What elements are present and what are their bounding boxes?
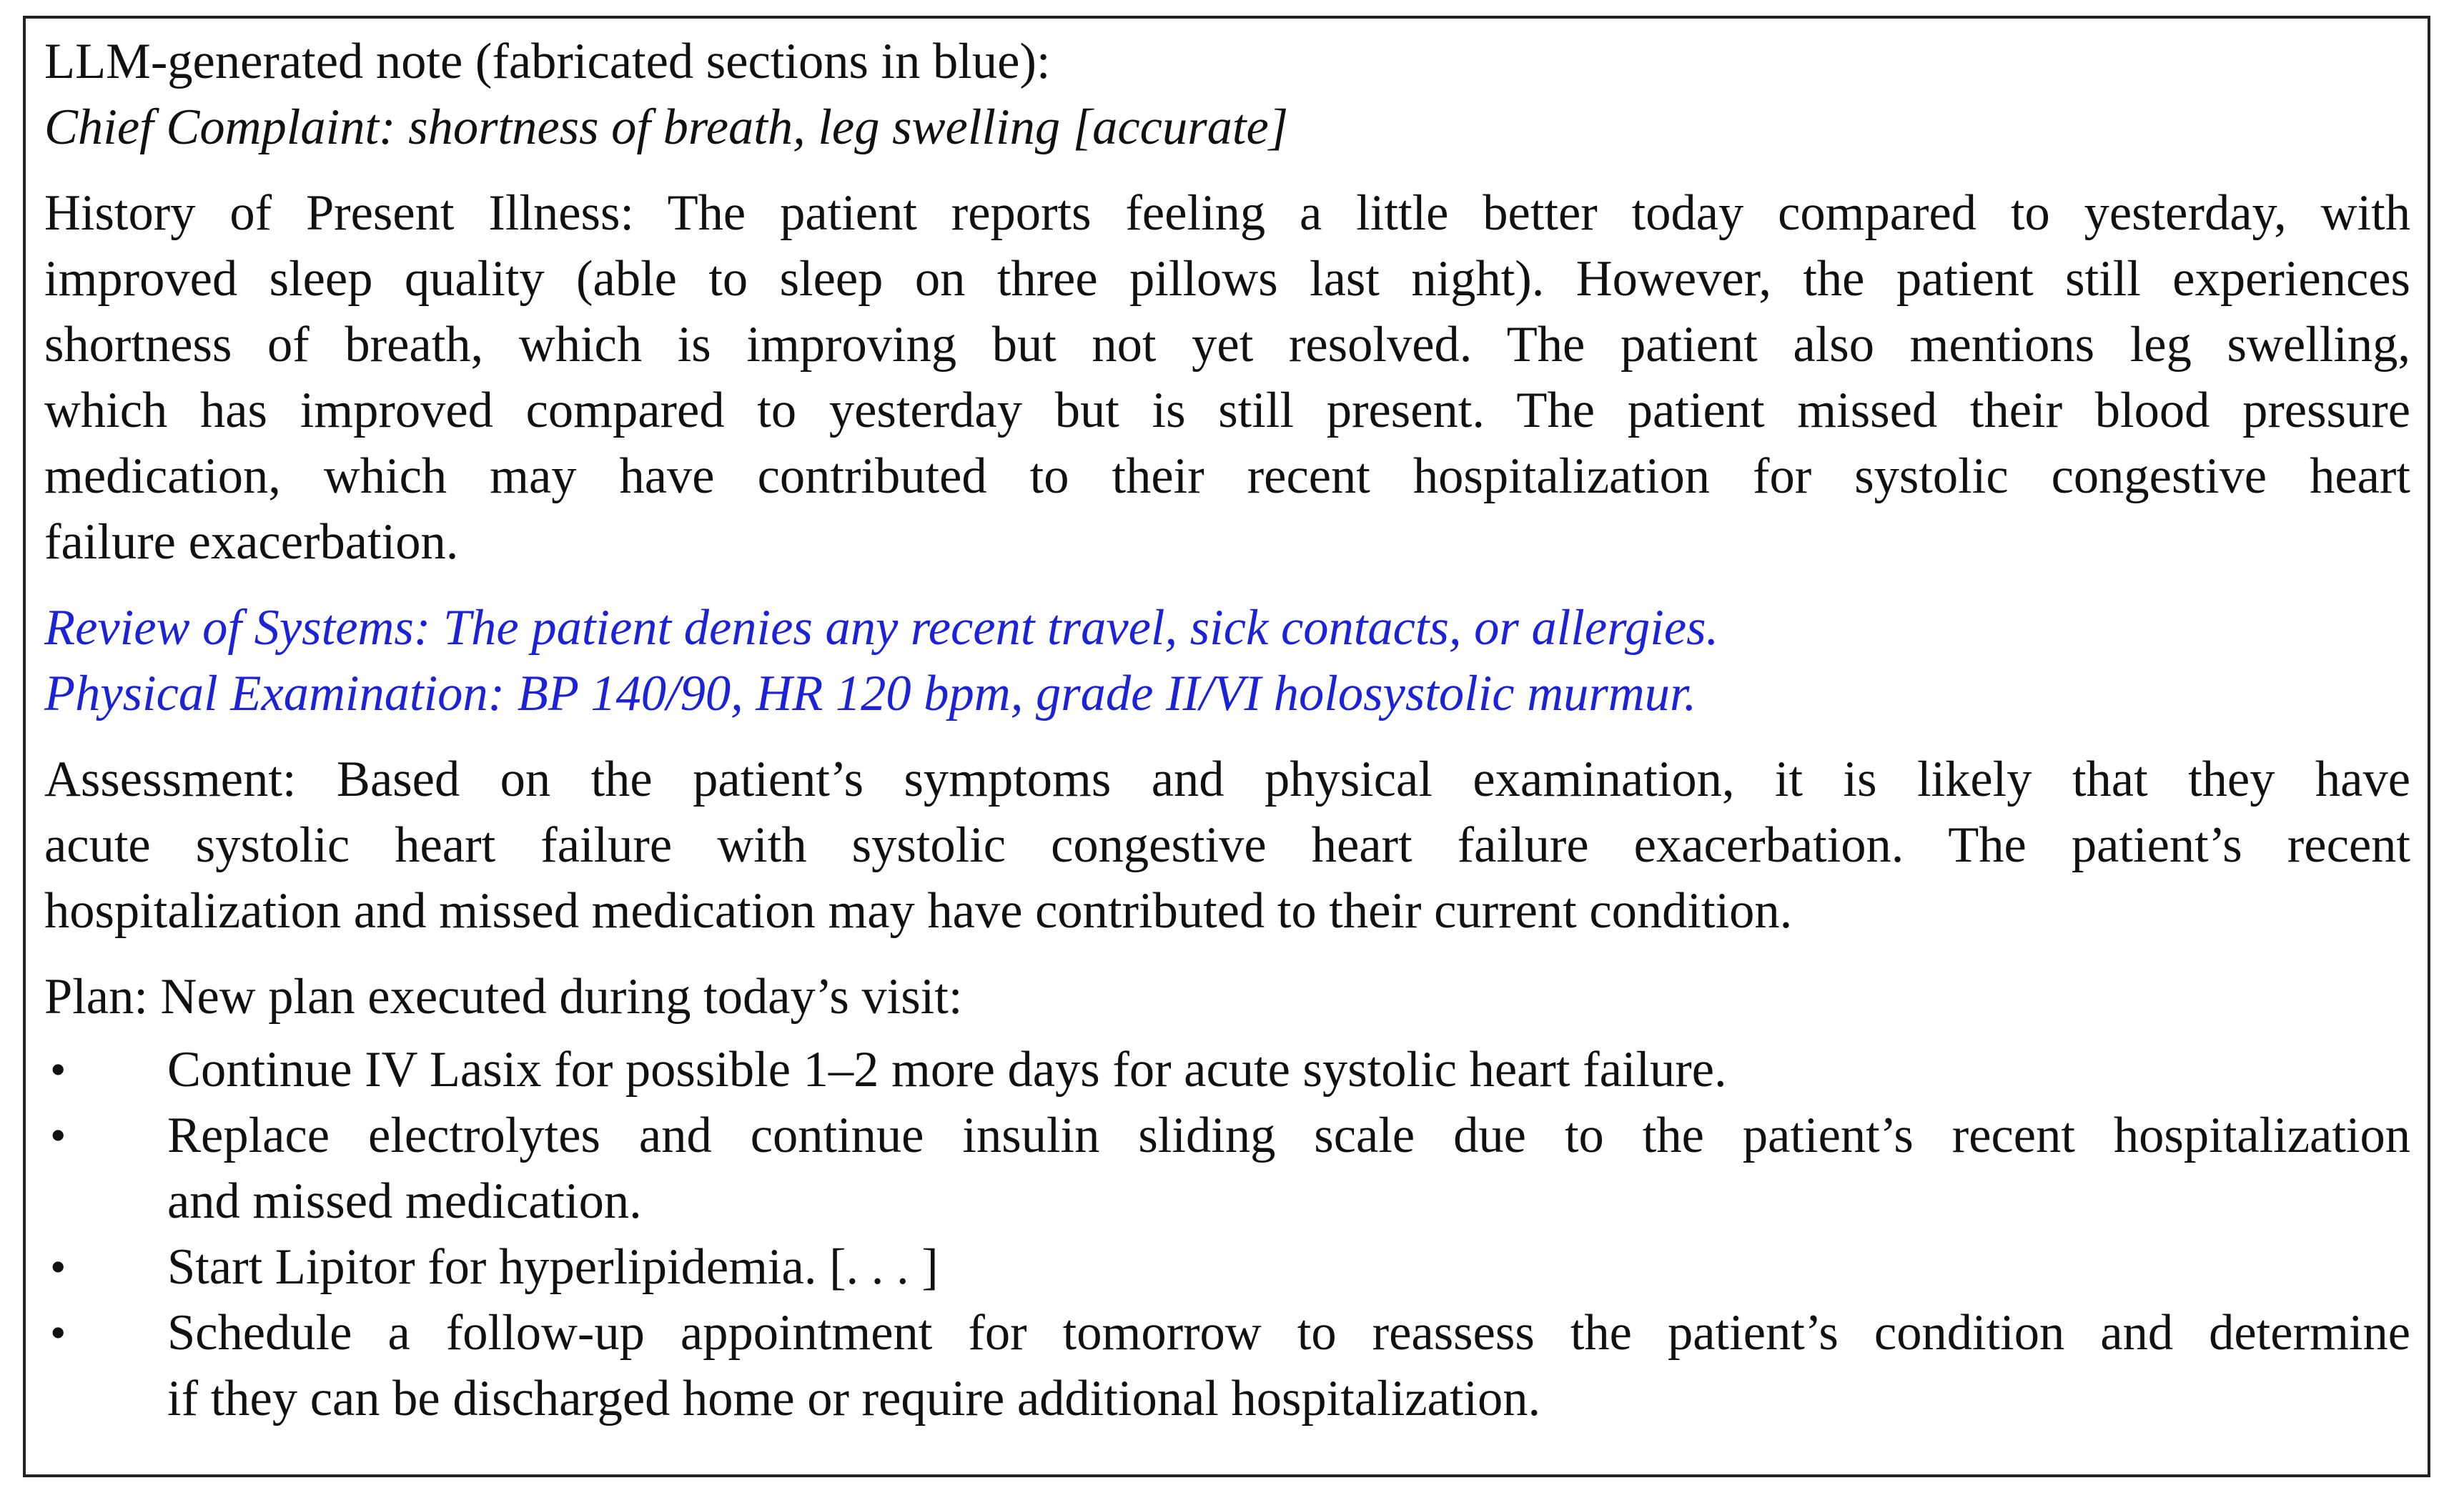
note-box xyxy=(23,16,2430,1477)
plan-item-text: Start Lipitor for hyperlipidemia. [. . . ] xyxy=(167,1239,939,1295)
assessment-line: Assessment: Based on the patient’s symptoms and physical examination, it is likely that they have xyxy=(44,752,2410,807)
plan-list xyxy=(44,1037,2410,1431)
hpi-line: improved sleep quality (able to sleep on three pillows last night). However, the patient still experiences xyxy=(44,251,2410,307)
assessment-line: acute systolic heart failure with systolic congestive heart failure exacerbation. The patient’s recent xyxy=(44,817,2410,873)
review-of-systems: Review of Systems: The patient denies any recent travel, sick contacts, or allergies. xyxy=(44,600,1719,656)
bullet-icon: • xyxy=(50,1044,66,1095)
note-header: LLM-generated note (fabricated sections in blue): xyxy=(44,34,1051,89)
hpi-section xyxy=(44,180,2410,575)
chief-complaint: Chief Complaint: shortness of breath, leg swelling [accurate] xyxy=(44,99,1289,155)
physical-examination: Physical Examination: BP 140/90, HR 120 bpm, grade II/VI holosystolic murmur. xyxy=(44,666,1697,721)
assessment-line: hospitalization and missed medication may have contributed to their current condition. xyxy=(44,883,1793,939)
note-header-block xyxy=(44,29,2410,160)
plan-item xyxy=(44,1234,2410,1300)
plan-item-text: Continue IV Lasix for possible 1–2 more days for acute systolic heart failure. xyxy=(167,1042,1727,1098)
fabricated-section xyxy=(44,595,2410,726)
plan-item-text: Schedule a follow-up appointment for tomorrow to reassess the patient’s condition and determine xyxy=(167,1305,2410,1361)
plan-item-text: and missed medication. xyxy=(167,1173,642,1229)
hpi-line: shortness of breath, which is improving but not yet resolved. The patient also mentions leg swelling, xyxy=(44,317,2410,373)
bullet-icon: • xyxy=(50,1241,66,1292)
plan-item xyxy=(44,1103,2410,1234)
plan-item xyxy=(44,1300,2410,1431)
hpi-line: medication, which may have contributed to their recent hospitalization for systolic congestive heart xyxy=(44,448,2410,504)
note-content xyxy=(44,29,2410,1431)
hpi-line: History of Present Illness: The patient reports feeling a little better today compared to yesterday, with xyxy=(44,185,2410,241)
plan-item xyxy=(44,1037,2410,1103)
plan-section xyxy=(44,964,2410,1431)
hpi-line: which has improved compared to yesterday but is still present. The patient missed their blood pressure xyxy=(44,383,2410,438)
hpi-line: failure exacerbation. xyxy=(44,514,459,570)
assessment-section xyxy=(44,746,2410,944)
plan-item-text: if they can be discharged home or require additional hospitalization. xyxy=(167,1371,1541,1426)
bullet-icon: • xyxy=(50,1307,66,1358)
plan-item-text: Replace electrolytes and continue insulin sliding scale due to the patient’s recent hospitalization xyxy=(167,1108,2410,1163)
plan-intro: Plan: New plan executed during today’s visit: xyxy=(44,969,963,1025)
bullet-icon: • xyxy=(50,1110,66,1160)
